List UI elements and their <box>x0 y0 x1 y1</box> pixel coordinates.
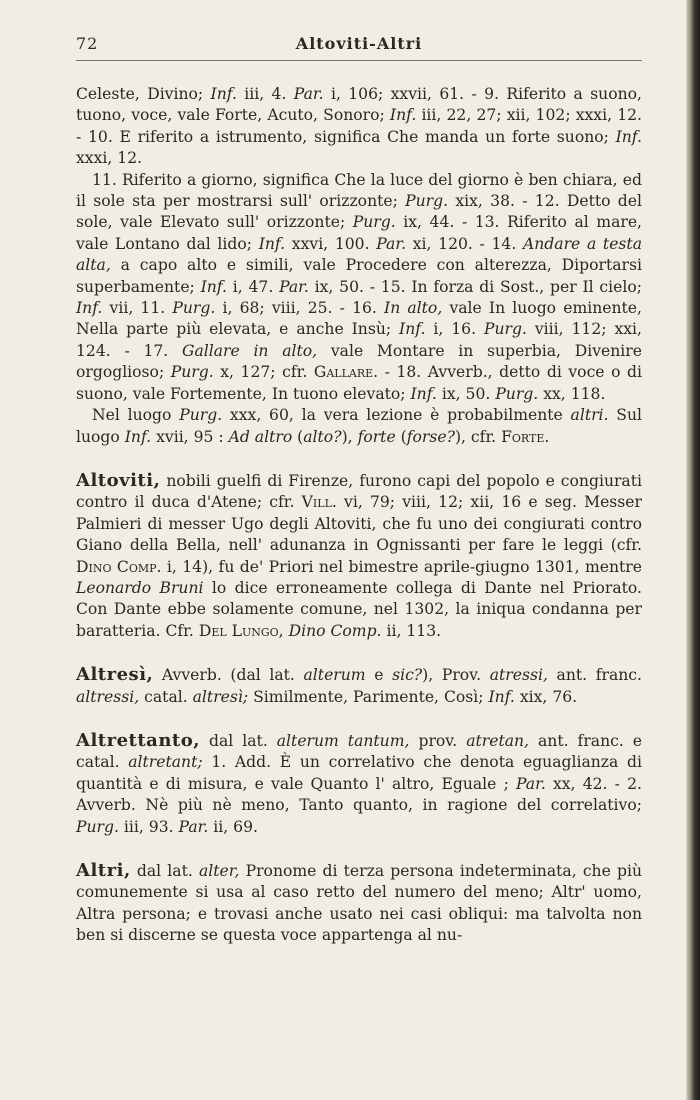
page-edge <box>686 0 700 1100</box>
page-number: 72 <box>76 34 99 53</box>
headword: Altresì, <box>76 664 154 686</box>
running-title: Altoviti-Altri <box>295 34 423 53</box>
headword: Altrettanto, <box>76 729 201 751</box>
entry-altresi: Altresì, Avverb. (dal lat. alterum e sic?), Prov. atressi, ant. franc. altressi, catal. altresì; Similmente, Parimente, Così; Inf. xix, 76. <box>76 664 642 706</box>
entry-altri: Altri, dal lat. alter, Pronome di terza persona indeterminata, che più comunemente si usa al caso retto del numero del meno; Altr' uomo, Altra persona; e trovasi anche usato nei casi obliqui: ma talvolta non ben si discerne se questa voce appartenga al nu- <box>76 860 642 945</box>
sense-paragraph: 11. Riferito a giorno, significa Che la luce del giorno è ben chiara, ed il sole sta per mostrarsi sull' orizzonte; Purg. xix, 38. - 12. Detto del sole, vale Elevato sull' orizzonte; Purg. ix, 44. - 13. Riferito al mare, vale Lontano dal lido; Inf. xxvi, 100. Par. xi, 120. - 14. Andare a testa alta, a capo alto e simili, vale Procedere con alterezza, Diportarsi superbamente; Inf. i, 47. Par. ix, 50. - 15. In forza di Sost., per Il cielo; Inf. vii, 11. Purg. i, 68; viii, 25. - 16. In alto, vale In luogo eminente, Nella parte più elevata, e anche Insù; Inf. i, 16. Purg. viii, 112; xxi, 124. - 17. Gallare in alto, vale Montare in superbia, Divenire orgoglioso; Purg. x, 127; cfr. Gallare. - 18. Avverb., detto di voce o di suono, vale Fortemente, In tuono elevato; Inf. ix, 50. Purg. xx, 118. <box>76 170 643 403</box>
page-body <box>76 84 642 947</box>
reading-note: Nel luogo Purg. xxx, 60, la vera lezione è probabilmente altri. Sul luogo Inf. xvii, 95 : Ad altro (alto?), forte (forse?), cfr. Forte. <box>76 406 642 446</box>
page-header <box>76 34 642 61</box>
entry-altrettanto: Altrettanto, dal lat. alterum tantum, prov. atretan, ant. franc. e catal. altretant; 1. Add. È un correlativo che denota eguaglianza di quantità e di misura, e vale Quanto l' altro, Eguale ; Par. xx, 42. - 2. Avverb. Nè più nè meno, Tanto quanto, in ragione del correlativo; Purg. iii, 93. Par. ii, 69. <box>76 729 643 836</box>
entry-altoviti: Altoviti, nobili guelfi di Firenze, furono capi del popolo e congiurati contro il duca d'Atene; cfr. Vill. vi, 79; viii, 12; xii, 16 e seg. Messer Palmieri di messer Ugo degli Altoviti, che fu uno dei congiurati contro Giano della Bella, nell' adunanza in Ognissanti per fare le leggi (cfr. Dino Comp. i, 14), fu de' Priori nel bimestre aprile-giugno 1301, mentre Leonardo Bruni lo dice erroneamente collega di Dante nel Priorato. Con Dante ebbe solamente comune, nel 1302, la iniqua condanna per baratteria. Cfr. Del Lungo, Dino Comp. ii, 113. <box>76 469 642 640</box>
headword: Altri, <box>76 860 131 881</box>
entry-continuation: Celeste, Divino; Inf. iii, 4. Par. i, 106; xxvii, 61. - 9. Riferito a suono, tuono, voce, vale Forte, Acuto, Sonoro; Inf. iii, 22, 27; xii, 102; xxxi, 12. - 10. E riferito a istrumento, significa Che manda un forte suono; Inf. xxxi, 12. <box>76 85 643 168</box>
headword: Altoviti, <box>76 469 161 491</box>
